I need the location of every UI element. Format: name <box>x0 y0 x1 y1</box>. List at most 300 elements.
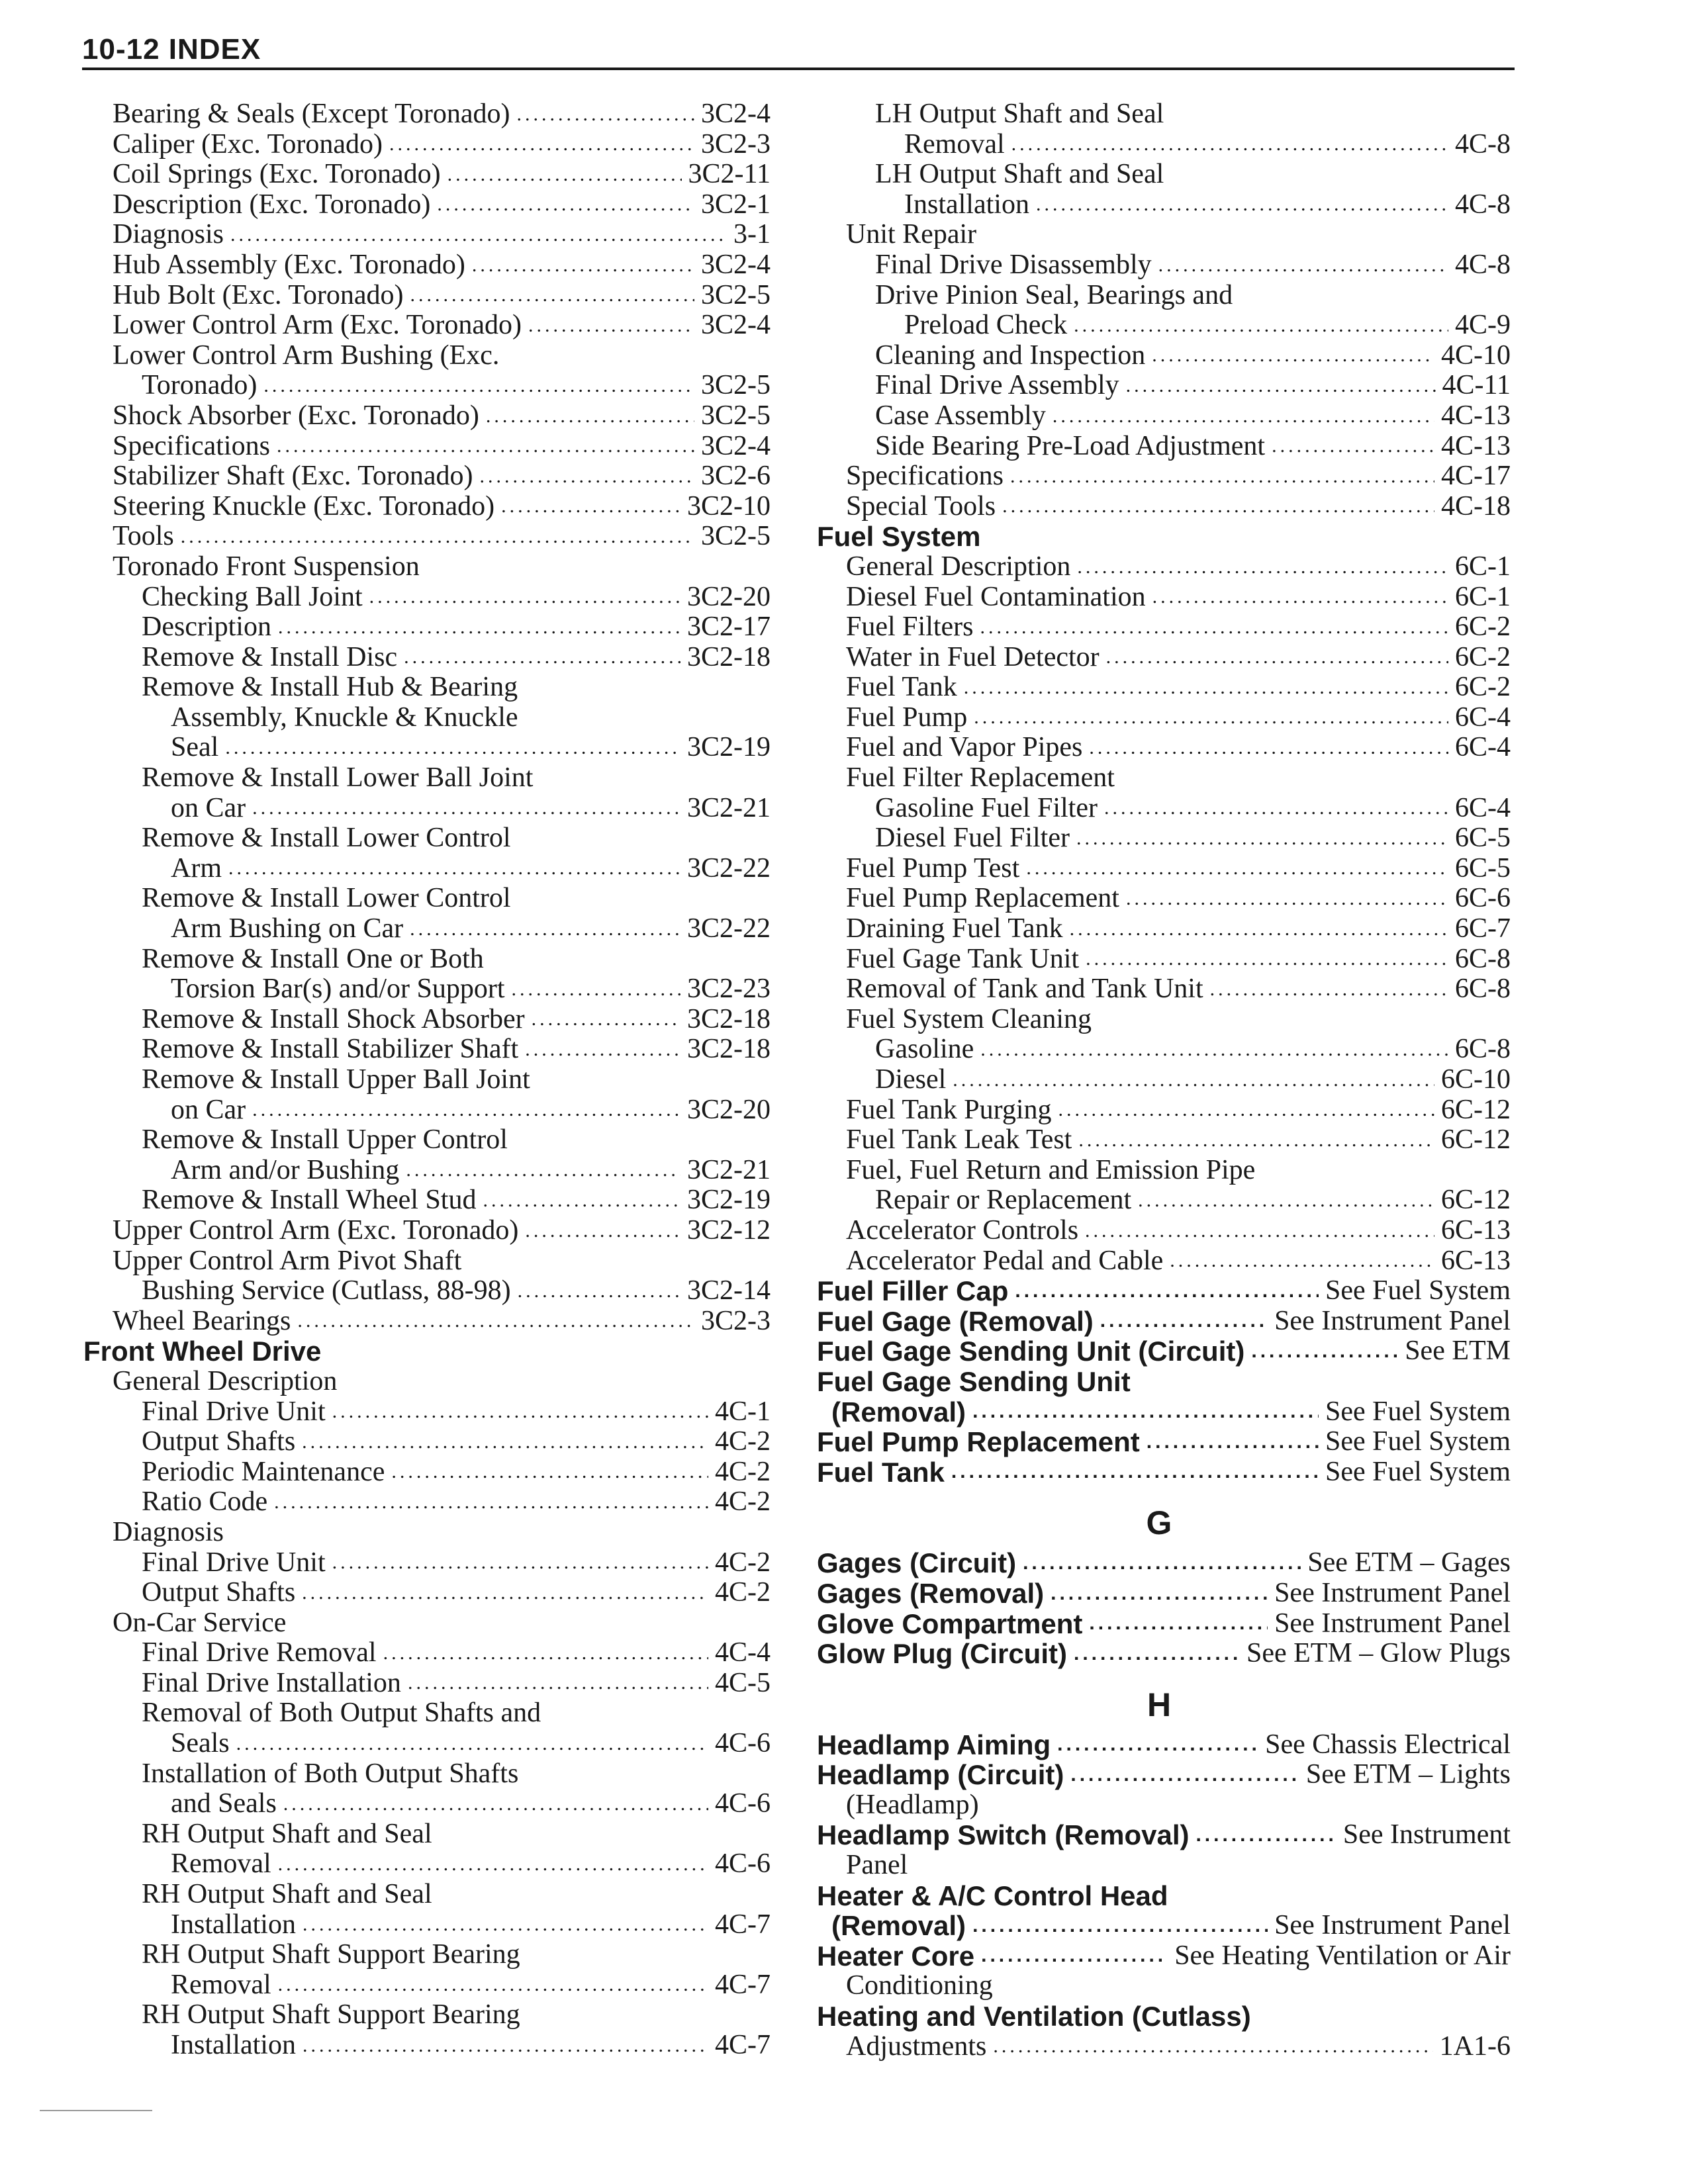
index-entry <box>74 1306 771 1337</box>
entry-page-ref: See Fuel System <box>1325 1456 1511 1487</box>
dot-leader <box>303 1915 708 1940</box>
entry-title: On-Car Service <box>113 1607 287 1638</box>
entry-page-ref: 6C-10 <box>1441 1064 1511 1095</box>
index-entry <box>74 974 771 1005</box>
entry-page-ref: See ETM – Gages <box>1307 1547 1511 1578</box>
dot-leader <box>1011 134 1448 159</box>
dot-leader <box>964 678 1448 703</box>
entry-page-ref: See Instrument Panel <box>1274 1608 1511 1639</box>
index-entry <box>74 794 771 824</box>
dot-leader <box>1002 496 1434 522</box>
entry-title: Remove & Install Hub & Bearing <box>142 672 518 703</box>
index-entry <box>74 1397 771 1428</box>
entry-title: Upper Control Arm Pivot Shaft <box>113 1245 462 1276</box>
dot-leader <box>302 1583 708 1608</box>
dot-leader <box>1085 1221 1434 1246</box>
entry-page-ref: 6C-13 <box>1441 1245 1511 1276</box>
dot-leader <box>472 255 694 281</box>
entry-title: Fuel Gage Sending Unit (Circuit) <box>817 1336 1245 1367</box>
index-entry <box>808 341 1511 371</box>
index-entry <box>74 1185 771 1216</box>
entry-page-ref: 3C2-5 <box>701 370 771 401</box>
index-entry <box>808 733 1511 763</box>
entry-page-ref: 1A1-6 <box>1439 2030 1511 2062</box>
index-entry <box>74 1880 771 1910</box>
dot-leader <box>181 527 694 552</box>
entry-title: Heating and Ventilation (Cutlass) <box>817 2001 1251 2032</box>
entry-title: Accelerator Pedal and Cable <box>846 1245 1164 1276</box>
dot-leader <box>230 225 727 250</box>
entry-title: Fuel Filters <box>846 612 974 643</box>
entry-title: Fuel Tank <box>817 1456 945 1488</box>
entry-title: Steering Knuckle (Exc. Toronado) <box>113 490 495 522</box>
dot-leader <box>283 1794 708 1819</box>
entry-title: General Description <box>846 551 1071 582</box>
entry-title: Water in Fuel Detector <box>846 641 1100 672</box>
entry-page-ref: 4C-2 <box>715 1577 771 1608</box>
index-heading-entry <box>808 1609 1511 1639</box>
dot-leader <box>1104 798 1448 823</box>
entry-page-ref: 3-1 <box>733 219 771 250</box>
index-entry <box>74 1005 771 1035</box>
entry-page-ref: 4C-17 <box>1441 461 1511 492</box>
index-entry <box>74 1970 771 2001</box>
dot-leader <box>1196 1825 1336 1850</box>
index-entry <box>74 492 771 522</box>
index-entry <box>74 1125 771 1156</box>
index-entry <box>74 1487 771 1518</box>
dot-leader <box>1152 587 1448 612</box>
index-heading-entry <box>808 1427 1511 1457</box>
entry-title: Bushing Service (Cutlass, 88-98) <box>142 1275 511 1306</box>
dot-leader <box>297 1311 694 1336</box>
entry-page-ref: 4C-2 <box>715 1456 771 1487</box>
index-entry <box>74 1819 771 1850</box>
entry-page-ref: 4C-2 <box>715 1426 771 1457</box>
index-heading-entry <box>808 1730 1511 1760</box>
index-entry <box>808 1216 1511 1246</box>
dot-leader <box>252 1100 680 1125</box>
index-entry <box>74 914 771 944</box>
index-entry <box>74 130 771 160</box>
entry-page-ref: 4C-7 <box>715 2030 771 2060</box>
entry-title: Bearing & Seals (Except Toronado) <box>113 99 510 129</box>
index-entry <box>808 884 1511 914</box>
entry-title: Arm and/or Bushing <box>171 1154 400 1185</box>
index-entry <box>74 250 771 281</box>
entry-page-ref: 6C-6 <box>1455 883 1511 914</box>
index-heading-entry <box>808 522 1511 552</box>
dot-leader <box>528 316 694 341</box>
index-entry <box>808 794 1511 824</box>
index-entry <box>808 672 1511 703</box>
index-entry <box>808 703 1511 733</box>
dot-leader <box>512 979 681 1005</box>
entry-page-ref: 3C2-3 <box>701 1305 771 1336</box>
dot-leader <box>447 165 682 190</box>
dot-leader <box>332 1402 708 1427</box>
entry-page-ref: 3C2-4 <box>701 310 771 341</box>
index-entry <box>74 1759 771 1790</box>
entry-page-ref: 3C2-4 <box>701 99 771 129</box>
index-entry <box>808 1185 1511 1216</box>
entry-title: Headlamp Switch (Removal) <box>817 1819 1190 1851</box>
entry-page-ref: 6C-2 <box>1455 641 1511 672</box>
index-heading-entry <box>808 1911 1511 1941</box>
dot-leader <box>516 105 694 130</box>
index-entry <box>74 854 771 884</box>
entry-title: Gasoline Fuel Filter <box>875 792 1098 823</box>
entry-page-ref: 3C2-12 <box>687 1214 771 1246</box>
index-entry <box>74 944 771 975</box>
index-entry <box>808 552 1511 582</box>
entry-title: Remove & Install One or Both <box>142 943 484 974</box>
index-heading-entry <box>808 1397 1511 1428</box>
entry-page-ref: 3C2-19 <box>687 1185 771 1216</box>
dot-leader <box>532 1009 680 1034</box>
section-letter: H <box>1147 1686 1172 1723</box>
index-heading-entry <box>808 1941 1511 1972</box>
index-entry <box>808 582 1511 613</box>
index-heading-entry <box>808 1457 1511 1488</box>
entry-page-ref: 6C-1 <box>1455 581 1511 612</box>
dot-leader <box>391 1462 708 1487</box>
entry-title: Fuel Filler Cap <box>817 1275 1009 1307</box>
entry-title: Fuel Gage Sending Unit <box>817 1365 1131 1397</box>
entry-title: Drive Pinion Seal, Bearings and <box>875 279 1233 310</box>
dot-leader <box>980 1040 1448 1065</box>
entry-title: Shock Absorber (Exc. Toronado) <box>113 400 479 431</box>
index-heading-entry <box>808 2001 1511 2032</box>
entry-title: Headlamp (Circuit) <box>817 1759 1064 1791</box>
index-entry <box>74 1789 771 1819</box>
entry-page-ref: 3C2-3 <box>701 128 771 159</box>
index-entry <box>74 1367 771 1397</box>
entry-title: RH Output Shaft and Seal <box>142 1818 432 1849</box>
index-entry <box>74 1698 771 1729</box>
entry-title: Remove & Install Disc <box>142 641 398 672</box>
entry-title: (Removal) <box>831 1396 966 1428</box>
entry-page-ref: See Instrument <box>1342 1819 1511 1850</box>
entry-page-ref: 4C-10 <box>1441 340 1511 371</box>
entry-title: Diesel <box>875 1064 947 1095</box>
index-entry <box>74 432 771 462</box>
index-entry <box>808 159 1511 190</box>
entry-title: Coil Springs (Exc. Toronado) <box>113 159 441 190</box>
entry-title: Remove & Install Upper Ball Joint <box>142 1064 530 1095</box>
index-entry <box>74 190 771 220</box>
entry-page-ref: 6C-13 <box>1441 1214 1511 1246</box>
index-entry <box>808 2032 1511 2062</box>
entry-page-ref: See ETM <box>1405 1336 1511 1367</box>
entry-page-ref: 4C-8 <box>1455 189 1511 220</box>
dot-leader <box>483 1191 680 1216</box>
index-heading-entry <box>808 1306 1511 1337</box>
index-entry <box>74 461 771 492</box>
index-entry <box>74 703 771 733</box>
page-title: 10-12 INDEX <box>82 33 261 66</box>
dot-leader <box>278 1854 708 1880</box>
dot-leader <box>1152 345 1434 371</box>
entry-title: on Car <box>171 1094 246 1125</box>
entry-title: Fuel Tank Leak Test <box>846 1124 1072 1156</box>
entry-title: Stabilizer Shaft (Exc. Toronado) <box>113 461 473 492</box>
dot-leader <box>278 1975 708 2000</box>
index-entry <box>74 1578 771 1608</box>
index-entry <box>808 310 1511 341</box>
entry-title: Lower Control Arm Bushing (Exc. <box>113 340 500 371</box>
dot-leader <box>437 195 694 220</box>
dot-leader <box>410 919 680 944</box>
entry-title: Heater Core <box>817 1940 975 1972</box>
entry-title: Gages (Circuit) <box>817 1547 1017 1579</box>
index-entry <box>74 1095 771 1126</box>
entry-title: Upper Control Arm (Exc. Toronado) <box>113 1214 519 1246</box>
dot-leader <box>302 1432 708 1457</box>
entry-title: Final Drive Removal <box>142 1637 377 1668</box>
dot-leader <box>1074 316 1448 341</box>
entry-page-ref: 6C-8 <box>1455 1034 1511 1065</box>
entry-title: Fuel and Vapor Pipes <box>846 732 1083 763</box>
entry-title: Gasoline <box>875 1034 974 1065</box>
dot-leader <box>303 2036 708 2061</box>
index-entry <box>808 1065 1511 1095</box>
entry-page-ref: 4C-7 <box>715 1969 771 2000</box>
entry-title: Final Drive Assembly <box>875 370 1119 401</box>
entry-title: Conditioning <box>846 1970 993 2001</box>
index-entry <box>74 1216 771 1246</box>
entry-title: Diesel Fuel Contamination <box>846 581 1146 612</box>
entry-title: Description <box>142 612 271 643</box>
index-entry <box>74 159 771 190</box>
index-entry <box>808 763 1511 794</box>
entry-page-ref: 3C2-18 <box>687 1003 771 1034</box>
index-entry <box>74 1065 771 1095</box>
dot-leader <box>1089 1614 1268 1639</box>
dot-leader <box>225 738 680 763</box>
entry-page-ref: 4C-18 <box>1441 490 1511 522</box>
index-heading-entry <box>808 1639 1511 1669</box>
entry-page-ref: 3C2-18 <box>687 641 771 672</box>
entry-page-ref: 6C-5 <box>1455 823 1511 854</box>
entry-page-ref: 3C2-10 <box>687 490 771 522</box>
entry-page-ref: 3C2-20 <box>687 581 771 612</box>
entry-title: Fuel Pump <box>846 702 968 733</box>
dot-leader <box>1251 1342 1398 1367</box>
entry-title: Toronado Front Suspension <box>113 551 420 582</box>
entry-page-ref: 6C-2 <box>1455 672 1511 703</box>
entry-page-ref: See ETM – Glow Plugs <box>1246 1638 1511 1669</box>
entry-title: Specifications <box>846 461 1004 492</box>
entry-title: Hub Bolt (Exc. Toronado) <box>113 279 404 310</box>
entry-page-ref: 6C-12 <box>1441 1185 1511 1216</box>
entry-title: Removal <box>171 1848 271 1880</box>
entry-title: Ratio Code <box>142 1486 268 1518</box>
entry-page-ref: See Chassis Electrical <box>1265 1729 1511 1760</box>
entry-page-ref: 4C-5 <box>715 1667 771 1698</box>
entry-title: Case Assembly <box>875 400 1046 431</box>
dot-leader <box>953 1070 1434 1095</box>
index-column-left <box>74 99 771 2061</box>
index-column-right <box>808 99 1511 2062</box>
entry-title: Fuel System Cleaning <box>846 1003 1092 1034</box>
dot-leader <box>1089 738 1448 763</box>
index-entry <box>808 250 1511 281</box>
entry-title: Headlamp Aiming <box>817 1729 1051 1760</box>
entry-page-ref: 3C2-18 <box>687 1034 771 1065</box>
index-entry <box>74 1246 771 1277</box>
entry-page-ref: 4C-13 <box>1441 400 1511 431</box>
entry-title: Remove & Install Lower Control <box>142 823 511 854</box>
entry-title: Front Wheel Drive <box>83 1336 322 1367</box>
entry-title: Diagnosis <box>113 1516 224 1547</box>
index-entry <box>74 2030 771 2061</box>
entry-page-ref: 3C2-6 <box>701 461 771 492</box>
dot-leader <box>972 1402 1319 1427</box>
index-entry <box>74 1940 771 1970</box>
entry-title: Assembly, Knuckle & Knuckle <box>171 702 518 733</box>
index-heading-entry <box>808 1336 1511 1367</box>
entry-title: LH Output Shaft and Seal <box>875 159 1164 190</box>
entry-title: Heater & A/C Control Head <box>817 1880 1168 1911</box>
entry-title: Periodic Maintenance <box>142 1456 385 1487</box>
entry-title: Fuel System <box>817 521 981 553</box>
index-entry <box>808 492 1511 522</box>
entry-title: Seal <box>171 732 219 763</box>
entry-title: Wheel Bearings <box>113 1305 291 1336</box>
index-entry <box>808 432 1511 462</box>
entry-page-ref: 3C2-5 <box>701 279 771 310</box>
entry-title: Remove & Install Lower Ball Joint <box>142 762 534 794</box>
dot-leader <box>1147 1432 1319 1457</box>
index-heading-entry <box>808 1881 1511 1911</box>
dot-leader <box>389 134 694 159</box>
entry-title: (Headlamp) <box>846 1789 979 1820</box>
entry-page-ref: 4C-6 <box>715 1728 771 1759</box>
entry-page-ref: 6C-12 <box>1441 1124 1511 1156</box>
index-entry <box>808 461 1511 492</box>
entry-title: Fuel, Fuel Return and Emission Pipe <box>846 1154 1256 1185</box>
dot-leader <box>1023 1553 1301 1578</box>
section-gap <box>808 1487 1511 1499</box>
index-heading-entry <box>808 1578 1511 1609</box>
dot-leader <box>1086 949 1448 974</box>
entry-page-ref: 3C2-4 <box>701 249 771 280</box>
index-entry <box>74 522 771 552</box>
index-heading-entry <box>808 1367 1511 1397</box>
index-entry <box>808 1790 1511 1821</box>
entry-page-ref: 6C-4 <box>1455 732 1511 763</box>
entry-title: Fuel Filter Replacement <box>846 762 1115 794</box>
dot-leader <box>1158 255 1448 281</box>
index-entry <box>808 190 1511 220</box>
index-entry <box>808 612 1511 643</box>
entry-title: RH Output Shaft and Seal <box>142 1879 432 1910</box>
entry-title: Caliper (Exc. Toronado) <box>113 128 383 159</box>
entry-title: Description (Exc. Toronado) <box>113 189 431 220</box>
index-entry <box>808 854 1511 884</box>
entry-page-ref: 3C2-17 <box>687 612 771 643</box>
index-entry <box>74 2000 771 2030</box>
section-gap <box>808 1669 1511 1681</box>
entry-title: Remove & Install Wheel Stud <box>142 1185 477 1216</box>
index-entry <box>74 733 771 763</box>
entry-page-ref: 4C-2 <box>715 1547 771 1578</box>
index-entry <box>808 643 1511 673</box>
index-entry <box>74 1518 771 1548</box>
index-entry <box>74 1849 771 1880</box>
entry-page-ref: 4C-9 <box>1455 310 1511 341</box>
entry-title: Output Shafts <box>142 1577 296 1608</box>
entry-page-ref: 3C2-20 <box>687 1094 771 1125</box>
dot-leader <box>369 587 680 612</box>
entry-page-ref: See ETM – Lights <box>1305 1759 1511 1790</box>
entry-title: Seals <box>171 1728 230 1759</box>
entry-page-ref: 3C2-1 <box>701 189 771 220</box>
entry-page-ref: 4C-7 <box>715 1909 771 1940</box>
index-entry <box>808 1095 1511 1126</box>
entry-page-ref: 6C-12 <box>1441 1094 1511 1125</box>
index-heading-entry <box>74 1336 771 1367</box>
entry-page-ref: 3C2-23 <box>687 974 771 1005</box>
index-heading-entry <box>808 1760 1511 1790</box>
dot-leader <box>1057 1735 1258 1760</box>
dot-leader <box>1074 1644 1240 1669</box>
entry-title: General Description <box>113 1365 338 1396</box>
index-entry <box>74 672 771 703</box>
index-entry <box>808 1971 1511 2001</box>
entry-title: Specifications <box>113 430 270 461</box>
dot-leader <box>1210 979 1448 1005</box>
index-entry <box>808 1034 1511 1065</box>
entry-title: on Car <box>171 792 246 823</box>
index-entry <box>808 401 1511 432</box>
entry-title: Panel <box>846 1850 908 1881</box>
dot-leader <box>974 707 1448 733</box>
index-entry <box>808 1125 1511 1156</box>
entry-title: Hub Assembly (Exc. Toronado) <box>113 249 465 280</box>
entry-title: Arm Bushing on Car <box>171 913 404 944</box>
entry-page-ref: 4C-1 <box>715 1396 771 1427</box>
entry-title: Installation <box>171 2030 296 2060</box>
entry-page-ref: 4C-4 <box>715 1637 771 1668</box>
entry-title: Fuel Gage (Removal) <box>817 1305 1094 1337</box>
entry-page-ref: See Instrument Panel <box>1274 1910 1511 1941</box>
entry-title: Fuel Tank <box>846 672 957 703</box>
index-entry <box>74 884 771 914</box>
dot-leader <box>486 406 694 432</box>
dot-leader <box>980 617 1448 643</box>
dot-leader <box>236 1734 708 1759</box>
dot-leader <box>993 2036 1432 2062</box>
entry-title: Fuel Gage Tank Unit <box>846 943 1080 974</box>
entry-title: Lower Control Arm (Exc. Toronado) <box>113 310 522 341</box>
index-entry <box>74 612 771 643</box>
entry-page-ref: 4C-8 <box>1455 128 1511 159</box>
entry-title: Fuel Pump Replacement <box>817 1426 1140 1458</box>
dot-leader <box>1126 889 1448 914</box>
entry-title: Unit Repair <box>846 219 977 250</box>
dot-leader <box>1100 1311 1268 1336</box>
index-entry <box>808 914 1511 944</box>
index-entry <box>808 823 1511 854</box>
index-entry <box>74 552 771 582</box>
dot-leader <box>383 1643 708 1668</box>
entry-page-ref: 4C-6 <box>715 1788 771 1819</box>
entry-title: Toronado) <box>142 370 258 401</box>
index-entry <box>808 1850 1511 1881</box>
entry-title: Accelerator Controls <box>846 1214 1079 1246</box>
